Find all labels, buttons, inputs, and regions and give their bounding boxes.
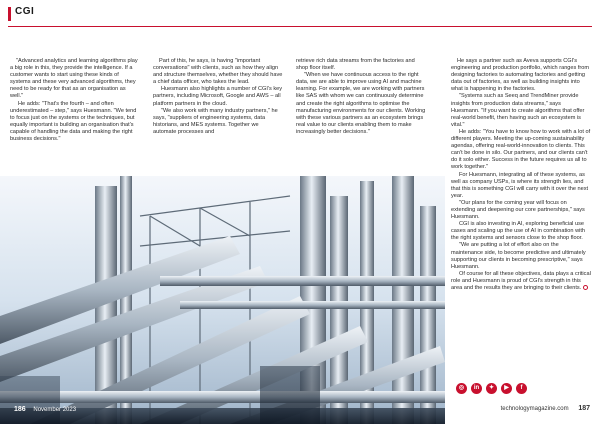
- site-url[interactable]: technologymagazine.com: [500, 406, 569, 412]
- social-links: [456, 383, 527, 395]
- twitter-icon[interactable]: ✦: [486, 383, 497, 394]
- paragraph: CGI is also investing in AI, exploring beneficial use cases and scaling up the use of AI in combination with the right systems and sensors close to the shop floor.: [451, 221, 586, 242]
- paragraph: "We are putting a lot of effort also on the maintenance side, to become predictive and ultimately supporting our clients in becoming prescriptive," says Huesmann.: [451, 242, 586, 270]
- paragraph: "Systems such as Seeq and TrendMiner provide insights from production data streams," says Huesmann. "If you want to create algorithms that offer real-world benefit, then having such an ecosystem is vital.": [451, 93, 585, 128]
- youtube-icon[interactable]: ▶: [501, 383, 512, 394]
- paragraph: He adds: "You have to know how to work with a lot of different players. Meeting the up-coming sustainability agendas, offering real-world-innovation to clients. This can't be done in silo. Our partners, and our clients can't do it solo either. Success in the future requires us all to work together.": [451, 128, 591, 171]
- header-rule: [8, 26, 592, 27]
- instagram-icon[interactable]: ◎: [456, 383, 467, 394]
- text-column-2: [153, 58, 283, 136]
- paragraph: Huesmann also highlights a number of CGI's key partners, including Microsoft, Google and AWS – all platform partners in the cloud.: [153, 86, 283, 107]
- text-column-3: [296, 58, 426, 136]
- footer-right: [501, 405, 590, 412]
- paragraph: Part of this, he says, is having "important conversations" with clients, such as how they align and structure themselves, whether they should have a chief data officer, who takes the lead.: [153, 58, 283, 86]
- industrial-pipes-photo: [0, 176, 445, 424]
- paragraph-text: Of course for all these objectives, data plays a critical role and Huesmann is proud of CGI's strength in this area and the results they are bringing to their clients.: [451, 270, 591, 291]
- brand-name: CGI: [15, 6, 35, 17]
- paragraph: For Huesmann, integrating all of these systems, as well as company USPs, is where its strength lies, and that this is something CGI will carry with it over the next year.: [451, 171, 589, 199]
- text-column-1: [10, 58, 140, 143]
- paragraph: "Our plans for the coming year will focus on extending and deepening our core partnerships," says Huesmann.: [451, 199, 585, 221]
- paragraph: "We also work with many industry partners," he says, "suppliers of engineering systems, data historians, and MES systems. Together we automate processes and: [153, 107, 278, 135]
- paragraph: He says a partner such as Aveva supports CGI's engineering and production portfolio, which ranges from designing factories to automating factories and getting data out of factories, as well as building insights into what is happening in the factories.: [451, 58, 590, 93]
- text-column-4: [451, 58, 591, 292]
- footer-left: [14, 406, 76, 413]
- right-page-number: 187: [578, 405, 590, 412]
- paragraph: [451, 271, 591, 292]
- paragraph: retrieve rich data streams from the factories and shop floor itself.: [296, 58, 415, 72]
- left-page-number: 186: [14, 406, 26, 413]
- end-mark-icon: [583, 285, 588, 290]
- facebook-icon[interactable]: f: [516, 383, 527, 394]
- brand-accent-bar: [8, 7, 11, 21]
- page-header: [0, 0, 600, 40]
- paragraph: "Advanced analytics and learning algorithms play a big role in this, they provide the intelligence. If a customer wants to start using these kinds of systems and these very advanced algorithms, they need to be ready for that as an organisation as well.": [10, 58, 138, 100]
- paragraph: He adds: "That's the fourth – and often underestimated – step," says Huesmann. "We tend to focus just on the systems or the techniques, but equally important is building an organisation that's capable of handling the data and making the right business decisions.": [10, 100, 137, 143]
- issue-date: November 2023: [33, 407, 77, 413]
- linkedin-icon[interactable]: in: [471, 383, 482, 394]
- paragraph: "When we have continuous access to the right data, we are able to improve using AI and machine learning. For example, we are working with partners like SAS with whom we can continuously determine and create the right algorithms to optimise the manufacturing environments for our clients. Working with these various partners as an ecosystem brings real value to our clients enabling them to make increasingly better decisions.": [296, 72, 426, 135]
